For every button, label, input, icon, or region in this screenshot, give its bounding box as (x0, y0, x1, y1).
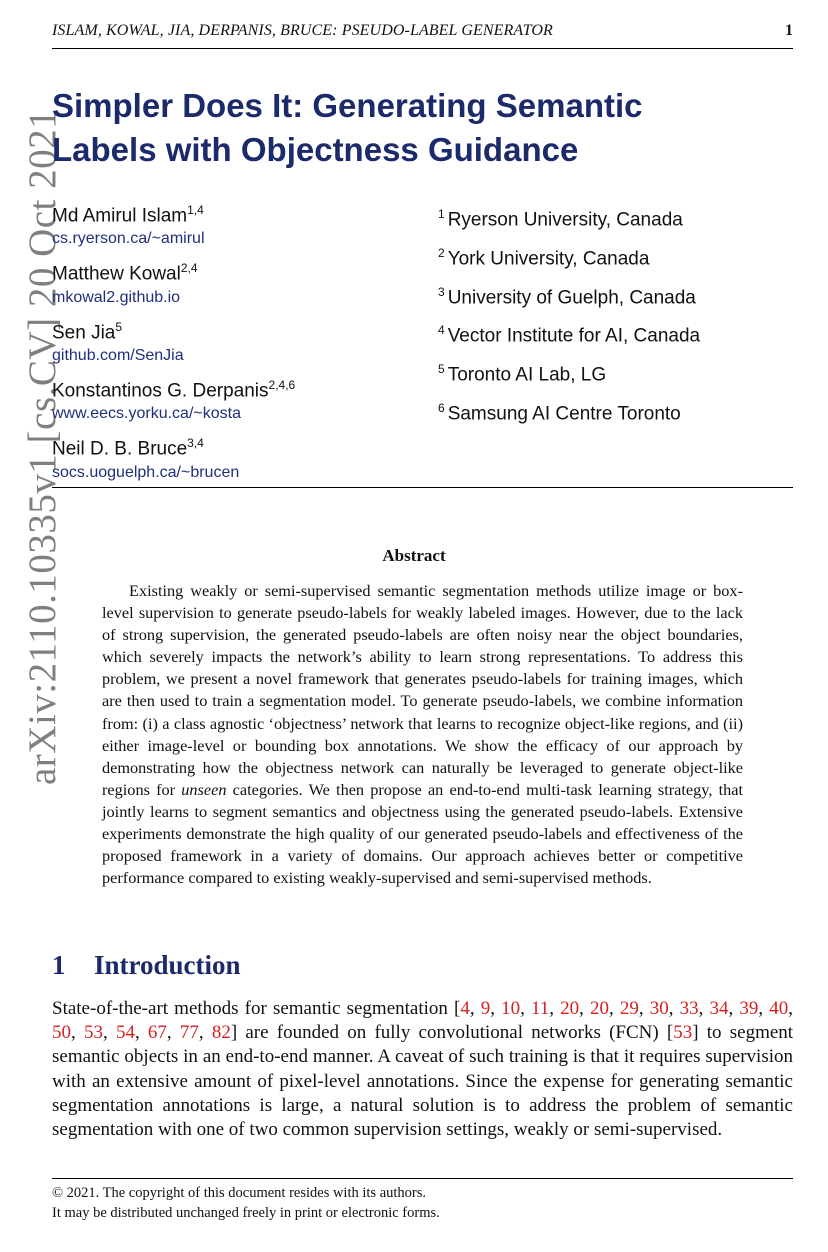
running-title: ISLAM, KOWAL, JIA, DERPANIS, BRUCE: PSEUDO-LABEL GENERATOR (52, 22, 553, 39)
citation-link[interactable]: 54 (115, 1022, 135, 1044)
author-list (52, 198, 295, 490)
affiliation (438, 314, 700, 353)
affiliation-number: 5 (438, 362, 445, 377)
author-name: Sen Jia (52, 321, 116, 343)
citation-link[interactable]: 9 (480, 998, 491, 1019)
page-number: 1 (785, 22, 793, 39)
affiliation-number: 4 (438, 323, 445, 338)
author (52, 431, 295, 483)
affiliation-text: University of Guelph, Canada (447, 286, 696, 308)
affiliation-text: Toronto AI Lab, LG (447, 364, 607, 386)
abstract-text-1: Existing weakly or semi-supervised semantic segmentation methods utilize image or box-level supervision to generate pseudo-labels for weakly labeled images. However, due to the lack of strong supervision, the generated pseudo-labels are often noisy near the object boundaries, which severely impacts the network’s ability to learn strong representations. To address this problem, we present a novel framework that generates pseudo-labels for training images, which are then used to train a segmentation model. To generate pseudo-labels, we combine information from: (i) a class agnostic ‘objectness’ network that learns to recognize object-like regions, and (ii) either image-level or bounding box annotations. We show the efficacy of our approach by demonstrating how the objectness network can naturally be leveraged to generate object-like regions for (102, 581, 743, 799)
author-url[interactable]: socs.uoguelph.ca/~brucen (52, 463, 240, 481)
affiliation-text: Samsung AI Centre Toronto (447, 403, 681, 425)
author-name: Md Amirul Islam (52, 205, 188, 227)
author-url[interactable]: www.eecs.yorku.ca/~kosta (52, 405, 241, 423)
author-affil-sup: 2,4,6 (268, 377, 296, 392)
affiliation (438, 353, 700, 392)
intro-paragraph (52, 997, 793, 1142)
author (52, 198, 295, 250)
affiliation-number: 2 (438, 245, 445, 260)
citation-link[interactable]: 10 (501, 998, 521, 1019)
citation-link[interactable]: 67 (147, 1022, 167, 1044)
arxiv-stamp: arXiv:2110.10335v1 [cs.CV] 20 Oct 2021 (21, 108, 64, 785)
footer-line-2: It may be distributed unchanged freely in print or electronic forms. (52, 1204, 440, 1221)
affiliation (438, 198, 700, 237)
section-title: Introduction (94, 950, 241, 980)
title-line-2: Labels with Objectness Guidance (52, 131, 579, 168)
abstract-text-2: categories. We then propose an end-to-end multi-task learning strategy, that jointly learns to segment semantics and objectness using the generated pseudo-labels. Extensive experiments demonstrate the high quality of our generated pseudo-labels and effectiveness of the proposed framework in a variety of domains. Our approach achieves better or competitive performance compared to existing weakly-supervised and semi-supervised methods. (102, 779, 744, 888)
abstract-heading: Abstract (382, 546, 446, 565)
title-line-1: Simpler Does It: Generating Semantic (52, 87, 643, 124)
citation-list: 4, 9, 10, 11, 20, 20, 29, 30, 33, 34, 39, 40, 50, 53, 54, 67, 77, 82 (52, 998, 794, 1044)
abstract-emphasis: unseen (181, 779, 227, 799)
citation-link[interactable]: 34 (709, 998, 729, 1019)
affiliation-number: 1 (438, 207, 445, 221)
citation-link[interactable]: 82 (211, 1022, 231, 1044)
affiliation-text: York University, Canada (447, 248, 650, 270)
affiliation-number: 6 (438, 401, 445, 416)
affiliation-text: Vector Institute for AI, Canada (447, 325, 701, 347)
author-url[interactable]: mkowal2.github.io (52, 288, 181, 306)
affiliation (438, 237, 700, 276)
intro-lead: State-of-the-art methods for semantic segmentation [ (52, 998, 461, 1019)
title-block-divider (52, 487, 793, 488)
author-name: Konstantinos G. Derpanis (52, 380, 269, 402)
citation-link[interactable]: 77 (179, 1022, 199, 1044)
running-header (52, 20, 793, 49)
section-heading (52, 950, 241, 981)
citation-link[interactable]: 50 (52, 1022, 71, 1044)
affiliation (438, 276, 700, 315)
citation-link[interactable]: 29 (619, 998, 639, 1019)
citation-link[interactable]: 4 (460, 998, 470, 1019)
author (52, 256, 295, 308)
author-url[interactable]: github.com/SenJia (52, 346, 184, 364)
citation-link[interactable]: 53 (83, 1022, 103, 1044)
author (52, 373, 295, 425)
intro-rest: ] to segment semantic objects in an end-to-end manner. A caveat of such training is that it requires supervision with an extensive amount of pixel-level annotations. Since the expense for generating semantic segmentation annotations is large, a natural solution is to address the problem of semantic segmentation with one of two common supervision settings, weakly or semi-supervised. (52, 1022, 794, 1141)
citation-link[interactable]: 20 (560, 998, 580, 1019)
affiliation (438, 392, 700, 431)
author-name: Neil D. B. Bruce (52, 438, 188, 460)
section-number: 1 (52, 950, 66, 980)
citation-link[interactable]: 11 (531, 998, 550, 1019)
footer-divider (52, 1178, 793, 1179)
citation-link[interactable]: 39 (739, 998, 759, 1019)
citation-link[interactable]: 30 (649, 998, 669, 1019)
footer-line-1: © 2021. The copyright of this document resides with its authors. (52, 1185, 427, 1201)
author-url[interactable]: cs.ryerson.ca/~amirul (52, 230, 205, 248)
abstract-body (102, 580, 743, 889)
citation-link[interactable]: 20 (590, 998, 610, 1019)
author-name: Matthew Kowal (52, 263, 181, 285)
affiliation-number: 3 (438, 284, 445, 299)
paper-title (52, 84, 643, 172)
citation-link[interactable]: 33 (679, 998, 699, 1019)
intro-mid: ] are founded on fully convolutional networks (FCN) [ (230, 1022, 674, 1044)
affiliation-list (438, 198, 700, 431)
author-affil-sup: 3,4 (187, 436, 204, 451)
author-affil-sup: 1,4 (187, 203, 204, 217)
affiliation-text: Ryerson University, Canada (447, 209, 683, 231)
author-affil-sup: 5 (115, 319, 123, 334)
copyright-footer (52, 1184, 440, 1223)
author (52, 315, 295, 367)
citation-link[interactable]: 53 (673, 1022, 693, 1044)
citation-link[interactable]: 40 (769, 998, 789, 1019)
author-affil-sup: 2,4 (180, 261, 198, 276)
